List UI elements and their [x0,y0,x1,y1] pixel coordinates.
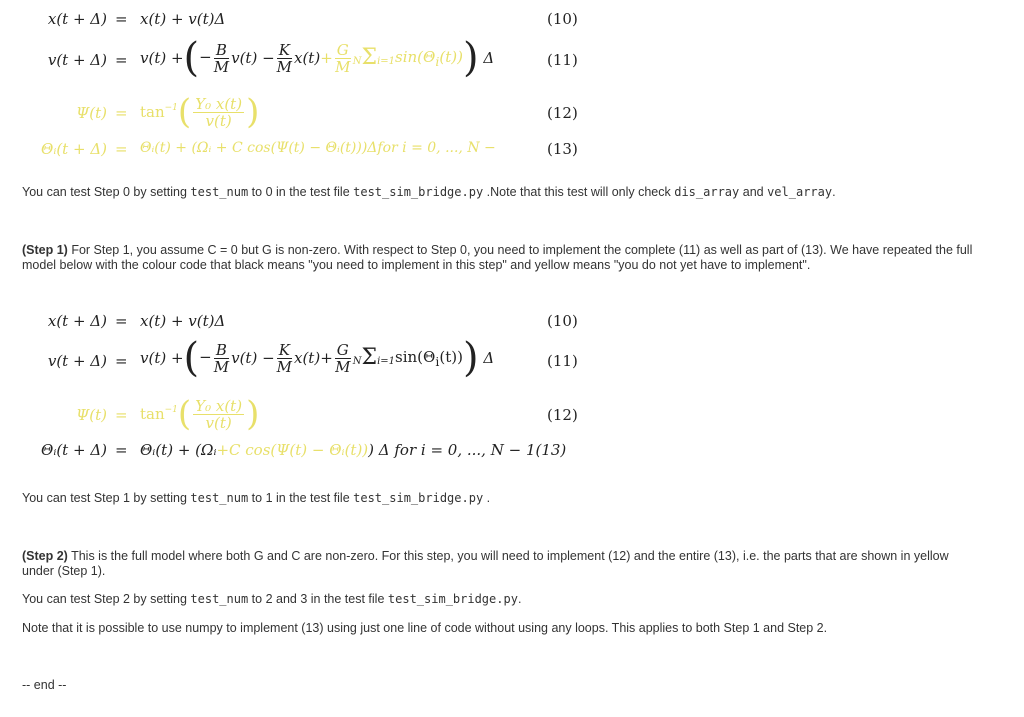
equation-13-a [0,140,600,180]
eq13b-equals: = [115,441,128,459]
eq13-equals: = [115,140,128,158]
eq11-rhs: v(t) +(− $\frac{B}{M}$ v(t) − $\frac{K}{M}$ x(t)+ $\frac{G}{M}$ $N\Sigma i=1\sin(\Theta_i(t))$) Δ [140,35,495,81]
eq10-lhs: x(t + Δ) [47,10,107,28]
eq10-equals: = [115,10,128,28]
equation-11-a [0,35,600,88]
eq11b-rhs: v(t) +(− $\frac{B}{M}$ v(t) − $\frac{K}{M}$ x(t)+ $\frac{G}{M}$ $N\Sigma i=1\sin(\Theta_i(t))$) Δ [140,335,495,381]
eq11-equals: = [115,51,128,69]
eq10b-number: (10) [547,312,578,330]
eq13b-lhs: Θᵢ(t + Δ) [41,441,107,459]
eq12b-rhs: $\tan^{-1}$( $\frac{\text{Y₀ x(t)}}{v(t)}$ ) [140,394,260,434]
eq11b-number: (11) [547,352,578,370]
eq13-rhs: Θᵢ(t) + (Ωᵢ + C cos(Ψ(t) − Θᵢ(t)))Δfor i = 0, ..., N − [140,140,496,156]
eq10b-equals: = [115,312,128,330]
eq10b-lhs: x(t + Δ) [47,312,107,330]
step1-label: (Step 1) [22,243,68,257]
eq13-lhs: Θᵢ(t + Δ) [41,140,107,158]
eq11-lhs: v(t + Δ) [47,51,107,69]
equation-12-a [0,92,600,132]
eq12b-number: (12) [547,406,578,424]
numpy-note: Note that it is possible to use numpy to implement (13) using just one line of code without using any loops. This applies to both Step 1 and Step 2. [22,621,828,635]
equation-13-b [0,441,600,481]
eq12b-lhs: Ψ(t) [76,406,107,424]
equation-12-b [0,394,600,434]
eq13-number: (13) [547,140,578,158]
eq12-rhs: $\tan^{-1}$( $\frac{\text{Y₀ x(t)}}{v(t)}$ ) [140,92,260,132]
eq12-number: (12) [547,104,578,122]
eq10-number: (10) [547,10,578,28]
eq11b-equals: = [115,352,128,370]
equation-11-b [0,335,600,388]
step2-label: (Step 2) [22,549,68,563]
step2-test-note: You can test Step 2 by setting test_num to 2 and 3 in the test file test_sim_bridge.py. [22,592,522,606]
eq12b-equals: = [115,406,128,424]
end-marker: -- end -- [22,678,67,692]
eq11b-lhs: v(t + Δ) [47,352,107,370]
step2-description: (Step 2) This is the full model where both G and C are non-zero. For this step, you will need to implement (12) and the entire (13), i.e. the parts that are shown in yellow under (Step 1). [22,549,949,578]
eq11-number: (11) [547,51,578,69]
eq10b-rhs: x(t) + v(t)Δ [140,312,226,330]
eq13b-rhs: Θᵢ(t) + (Ωᵢ+C cos(Ψ(t) − Θᵢ(t))) Δ for i = 0, ..., N − 1(13) [140,441,567,459]
eq12-equals: = [115,104,128,122]
eq12-lhs: Ψ(t) [76,104,107,122]
eq10-rhs: x(t) + v(t)Δ [140,10,226,28]
step1-description: (Step 1) For Step 1, you assume C = 0 but G is non-zero. With respect to Step 0, you need to implement the complete (11) as well as part of (13). We have repeated the full model below with the colour code that black means "you need to implement in this step" and yellow means "you do not yet have to implement". [22,243,973,272]
step1-test-note: You can test Step 1 by setting test_num to 1 in the test file test_sim_bridge.py . [22,491,491,505]
step0-test-note: You can test Step 0 by setting test_num to 0 in the test file test_sim_bridge.py .Note that this test will only check dis_array and vel_array. [22,185,836,199]
